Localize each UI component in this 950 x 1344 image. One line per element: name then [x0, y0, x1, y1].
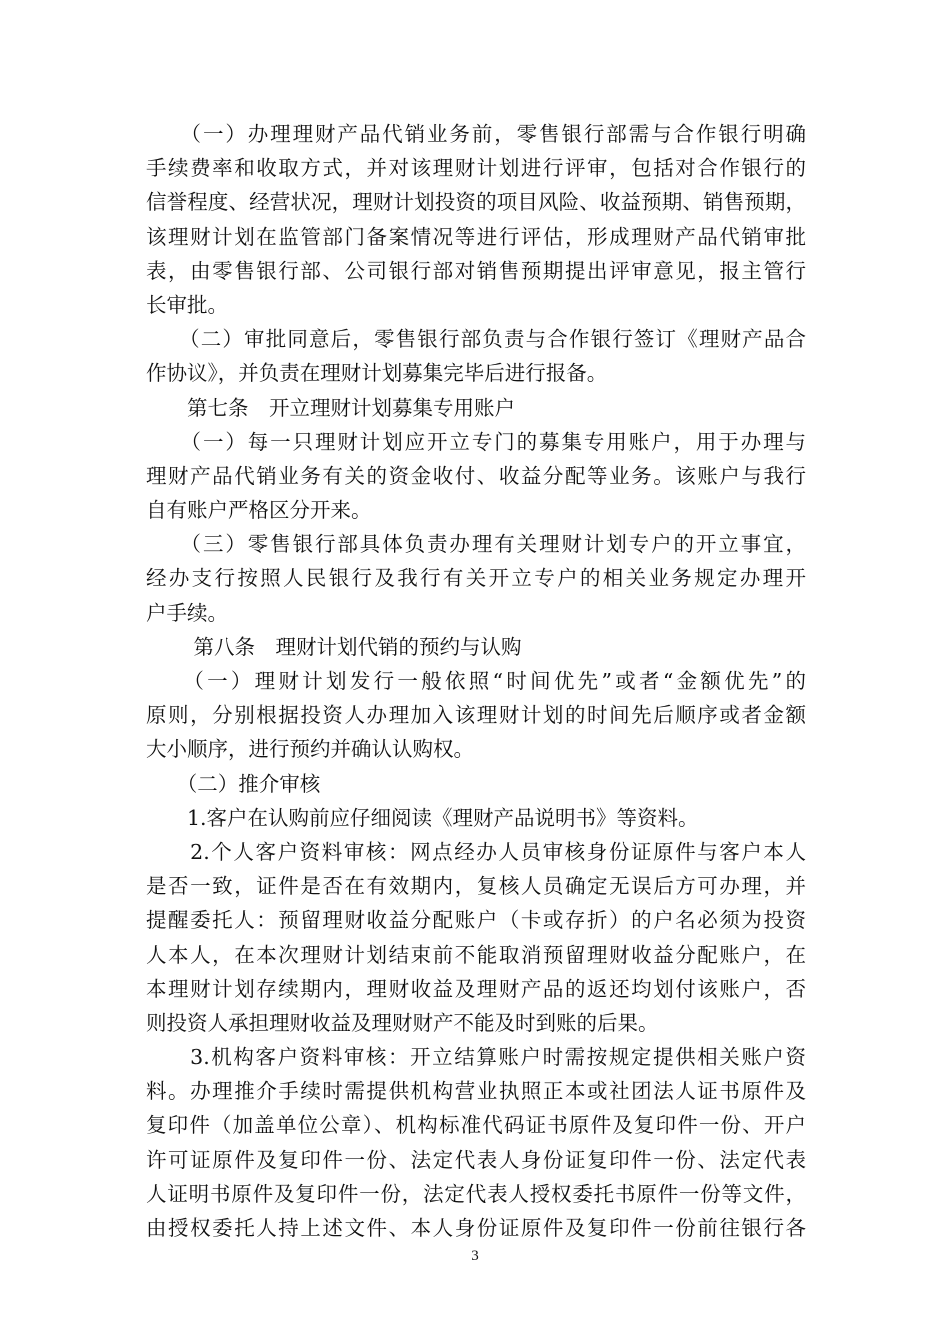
text-line: （二）审批同意后，零售银行部负责与合作银行签订《理财产品合 [146, 327, 806, 352]
text-line: 大小顺序，进行预约并确认认购权。 [146, 737, 474, 762]
text-line: 1.客户在认购前应仔细阅读《理财产品说明书》等资料。 [146, 805, 699, 830]
text-line: 第八条 理财计划代销的预约与认购 [146, 634, 522, 659]
text-line: 则投资人承担理财收益及理财财产不能及时到账的后果。 [146, 1010, 659, 1035]
text-line: 信誉程度、经营状况，理财计划投资的项目风险、收益预期、销售预期， [146, 190, 806, 215]
text-line: 手续费率和收取方式，并对该理财计划进行评审，包括对合作银行的 [146, 156, 806, 181]
text-line: 长审批。 [146, 292, 228, 317]
page-number: 3 [471, 1248, 479, 1264]
text-line: 2.个人客户资料审核：网点经办人员审核身份证原件与客户本人 [146, 839, 806, 864]
text-line: 本理财计划存续期内，理财收益及理财产品的返还均划付该账户，否 [146, 976, 806, 1001]
text-line: 人证明书原件及复印件一份，法定代表人授权委托书原件一份等文件， [146, 1181, 806, 1206]
text-line: 提醒委托人：预留理财收益分配账户（卡或存折）的户名必须为投资 [146, 908, 806, 933]
text-line: （三）零售银行部具体负责办理有关理财计划专户的开立事宜， [146, 532, 806, 557]
text-line: 由授权委托人持上述文件、本人身份证原件及复印件一份前往银行各 [146, 1216, 806, 1240]
text-line: （一）理财计划发行一般依照“时间优先”或者“金额优先”的 [146, 669, 806, 693]
text-line: 自有账户严格区分开来。 [146, 498, 372, 523]
text-line: 人本人，在本次理财计划结束前不能取消预留理财收益分配账户，在 [146, 942, 806, 967]
text-line: 是否一致，证件是否在有效期内，复核人员确定无误后方可办理，并 [146, 874, 806, 899]
text-line: 经办支行按照人民银行及我行有关开立专户的相关业务规定办理开 [146, 566, 806, 591]
text-line: 原则，分别根据投资人办理加入该理财计划的时间先后顺序或者金额 [146, 703, 806, 728]
text-line: （一）办理理财产品代销业务前，零售银行部需与合作银行明确 [146, 122, 806, 146]
body-text [146, 117, 806, 1245]
text-line: （二）推介审核 [146, 771, 321, 796]
text-line: 理财产品代销业务有关的资金收付、收益分配等业务。该账户与我行 [146, 463, 806, 488]
text-line: 该理财计划在监管部门备案情况等进行评估，形成理财产品代销审批 [146, 224, 806, 249]
text-line: （一）每一只理财计划应开立专门的募集专用账户，用于办理与 [146, 429, 806, 454]
text-line: 复印件（加盖单位公章）、机构标准代码证书原件及复印件一份、开户 [146, 1113, 806, 1138]
text-line: 户手续。 [146, 600, 228, 625]
text-line: 料。办理推介手续时需提供机构营业执照正本或社团法人证书原件及 [146, 1079, 806, 1104]
text-line: 许可证原件及复印件一份、法定代表人身份证复印件一份、法定代表 [146, 1147, 806, 1172]
text-line: 第七条 开立理财计划募集专用账户 [146, 395, 515, 420]
text-line: 作协议》，并负责在理财计划募集完毕后进行报备。 [146, 361, 608, 386]
text-line: 3.机构客户资料审核：开立结算账户时需按规定提供相关账户资 [146, 1045, 806, 1070]
text-line: 表，由零售银行部、公司银行部对销售预期提出评审意见，报主管行 [146, 258, 806, 283]
